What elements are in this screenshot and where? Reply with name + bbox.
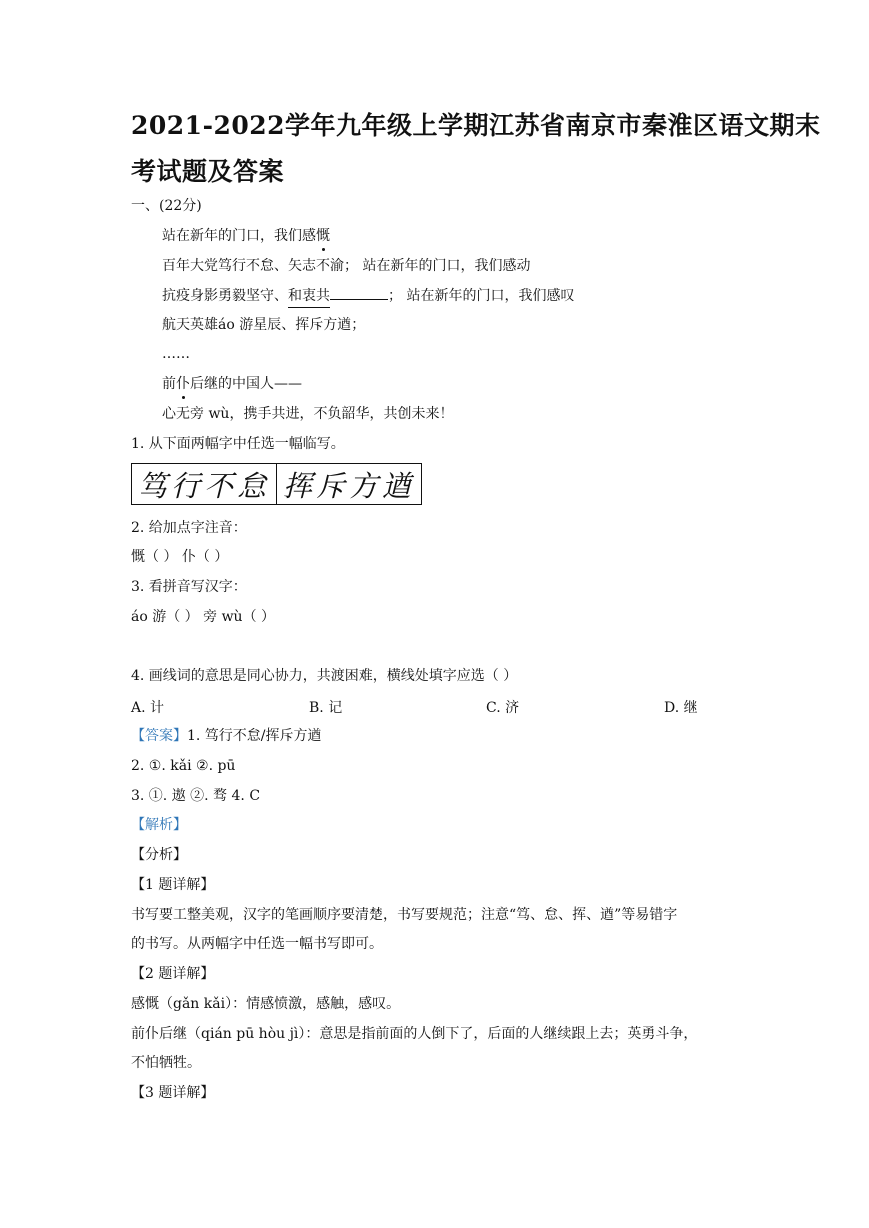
analysis-tag: 【解析】 [131,817,187,833]
detail-2-text-2: 前仆后继（qián pū hòu jì）：意思是指前面的人倒下了，后面的人继续跟上去；英勇斗争， [131,1026,698,1042]
passage-text: 抗疫身影勇毅坚守、 [162,288,288,304]
question-1: 1. 从下面两幅字中任选一幅临写。 [131,436,345,452]
section-heading: 一、(22分) [131,198,202,214]
fill-blank [330,299,388,300]
doc-title-line2: 考试题及答案 [131,157,285,186]
dotted-char: 仆 [176,376,190,392]
question-4: 4. 画线词的意思是同心协力，共渡困难，横线处填字应选（ ） [131,668,518,684]
option-d: D. 继 [664,700,698,716]
detail-2-heading: 【2 题详解】 [131,966,215,982]
passage-line-2: 百年大党笃行不怠、矢志不渝； 站在新年的门口，我们感动 [162,258,531,274]
option-b: B. 记 [309,700,343,716]
answer-text: 1. 笃行不怠/挥斥方遒 [187,728,322,744]
calligraphy-sample-1: 笃行不怠 [137,468,270,503]
doc-title-line1: 2021-2022学年九年级上学期江苏省南京市秦淮区语文期末 [131,111,821,140]
calligraphy-sample-2: 挥斥方遒 [276,464,421,504]
answer-line-3: 3. ①. 遨 ②. 骛 4. C [131,788,261,804]
passage-line-1 [162,226,330,246]
detail-3-heading: 【3 题详解】 [131,1085,215,1101]
passage-text: 站在新年的门口，我们感 [162,228,316,244]
detail-1-text-1: 书写要工整美观，汉字的笔画顺序要清楚，书写要规范；注意“笃、怠、挥、遒”等易错字 [131,907,678,923]
detail-2-text-3: 不怕牺牲。 [131,1055,201,1071]
answer-line-2: 2. ①. kǎi ②. pū [131,758,236,774]
detail-2-text-1: 感慨（gǎn kǎi）：情感愤激，感触，感叹。 [131,996,401,1012]
detail-1-heading: 【1 题详解】 [131,877,215,893]
answer-line-1 [131,726,322,746]
option-c: C. 济 [486,700,520,716]
option-a: A. 计 [131,700,165,716]
question-2: 2. 给加点字注音： [131,520,247,536]
question-2-blanks: 慨（ ） 仆（ ） [131,549,229,565]
passage-line-6 [162,374,302,394]
underlined-word: 和衷共 [288,286,330,308]
question-3: 3. 看拼音写汉字： [131,579,247,595]
passage-line-3 [162,286,574,308]
passage-line-5: …… [162,346,190,362]
question-3-blanks: áo 游（ ） 旁 wù（ ） [131,609,276,625]
passage-text: 后继的中国人—— [190,376,302,392]
passage-text: ； 站在新年的门口，我们感叹 [388,288,575,304]
answer-tag: 【答案】 [131,728,187,744]
passage-line-4: 航天英雄áo 游星辰、挥斥方遒； [162,317,366,333]
analysis-heading: 【分析】 [131,847,187,863]
passage-line-7: 心无旁 wù，携手共进，不负韶华，共创未来！ [162,406,454,422]
passage-text: 前 [162,376,176,392]
detail-1-text-2: 的书写。从两幅字中任选一幅书写即可。 [131,936,383,952]
calligraphy-sample-box [131,463,422,505]
dotted-char: 慨 [316,228,330,244]
